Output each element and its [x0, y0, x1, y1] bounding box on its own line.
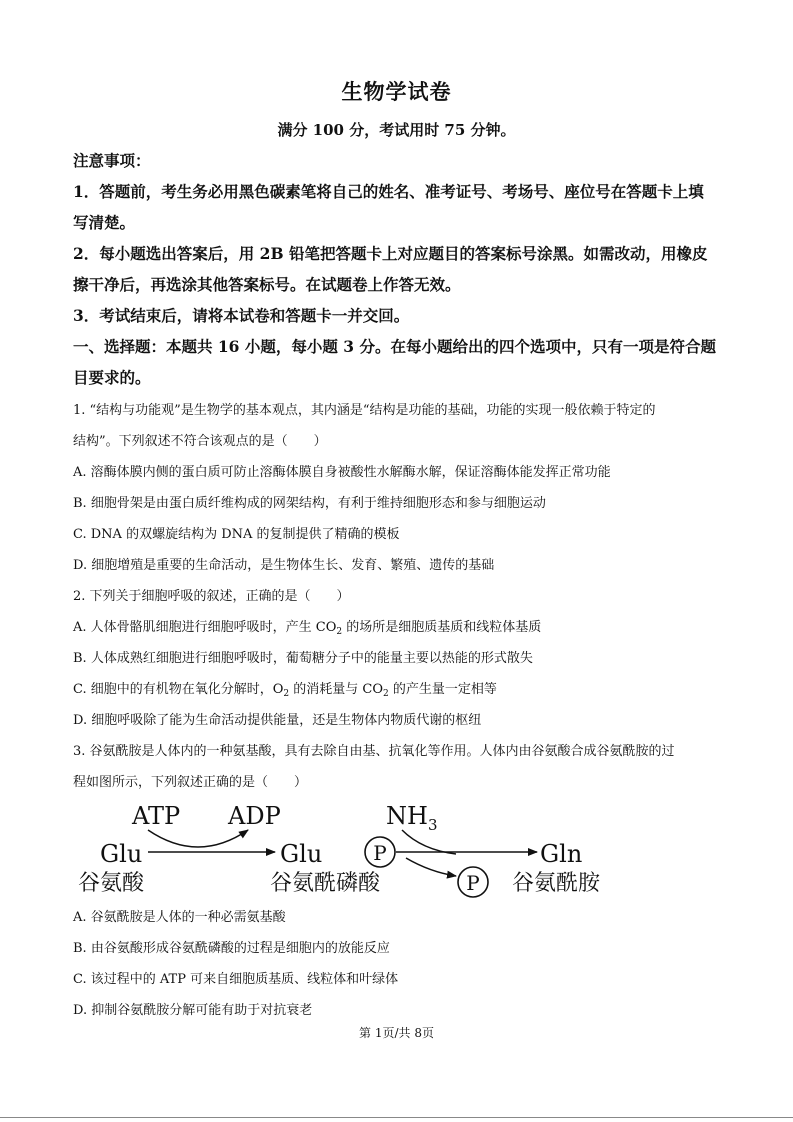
q3-stem-line-1: 3. 谷氨酰胺是人体内的一种氨基酸，具有去除自由基、抗氧化等作用。人体内由谷氨酸合成谷氨酰胺的过: [73, 744, 675, 759]
glu-label: Glu: [100, 840, 143, 868]
glutamine-synthesis-diagram: [70, 792, 630, 904]
q2-option-b: B. 人体成熟红细胞进行细胞呼吸时，葡萄糖分子中的能量主要以热能的形式散失: [73, 651, 533, 666]
glutamate-cn-label: 谷氨酸: [78, 871, 145, 896]
page-title: 生物学试卷: [341, 79, 452, 104]
notice-item-3: 3．考试结束后，请将本试卷和答题卡一并交回。: [73, 306, 410, 325]
q3-stem-line-2: 程如图所示，下列叙述正确的是（ ）: [73, 775, 308, 790]
phosphate-label-1: P: [373, 841, 387, 865]
q3-option-c: C. 该过程中的 ATP 可来自细胞质基质、线粒体和叶绿体: [73, 972, 399, 987]
q1-option-d: D. 细胞增殖是重要的生命活动，是生物体生长、发育、繁殖、遗传的基础: [73, 558, 495, 573]
q1-option-c: C. DNA 的双螺旋结构为 DNA 的复制提供了精确的模板: [73, 527, 400, 542]
page-number: 第 1页/共 8页: [359, 1026, 434, 1040]
notice-item-2-line-1: 2．每小题选出答案后，用 2B 铅笔把答题卡上对应题目的答案标号涂黑。如需改动，用橡皮: [73, 244, 708, 263]
notice-heading: 注意事项：: [73, 151, 151, 170]
exam-info: 满分 100 分，考试用时 75 分钟。: [277, 121, 516, 139]
notice-item-2-line-2: 擦干净后，再选涂其他答案标号。在试题卷上作答无效。: [73, 275, 461, 294]
section-heading-line-1: 一、选择题：本题共 16 小题，每小题 3 分。在每小题给出的四个选项中，只有一项是符合题: [73, 337, 716, 356]
q1-option-b: B. 细胞骨架是由蛋白质纤维构成的网架结构，有利于维持细胞形态和参与细胞运动: [73, 496, 546, 511]
question-3-options: [73, 902, 725, 1026]
q3-option-d: D. 抑制谷氨酰胺分解可能有助于对抗衰老: [73, 1003, 313, 1018]
q1-stem-line-2: 结构”。下列叙述不符合该观点的是（ ）: [73, 434, 327, 449]
arrow-phosphate-release: [406, 858, 456, 876]
q2-option-d: D. 细胞呼吸除了能为生命活动提供能量，还是生物体内物质代谢的枢纽: [73, 713, 482, 728]
notice-section: [73, 145, 725, 393]
notice-item-1-line-1: 1．答题前，考生务必用黑色碳素笔将自己的姓名、准考证号、考场号、座位号在答题卡上填: [73, 182, 704, 201]
notice-item-1-line-2: 写清楚。: [73, 213, 136, 232]
q2-option-a: A. 人体骨骼肌细胞进行细胞呼吸时，产生 $CO_2$ 的场所是细胞质基质和线粒体基质: [73, 620, 542, 637]
q3-option-b: B. 由谷氨酸形成谷氨酰磷酸的过程是细胞内的放能反应: [73, 941, 390, 956]
question-1: [73, 395, 725, 581]
atp-label: ATP: [132, 802, 181, 830]
nh3-label: $NH_3$: [386, 802, 438, 834]
phosphate-label-2: P: [466, 871, 480, 895]
bottom-divider: [0, 1117, 793, 1118]
q2-stem: 2. 下列关于细胞呼吸的叙述，正确的是（ ）: [73, 589, 350, 604]
adp-label: ADP: [228, 802, 281, 830]
q2-option-c: C. 细胞中的有机物在氧化分解时，$O_2$ 的消耗量与 $CO_2$ 的产生量一定相等: [73, 682, 497, 699]
question-3-stem: [73, 736, 725, 798]
section-heading-line-2: 目要求的。: [73, 368, 151, 387]
question-2: [73, 581, 725, 736]
arrow-atp-to-adp: [148, 830, 248, 847]
glutamyl-phosphate-cn-label: 谷氨酰磷酸: [270, 871, 381, 896]
gln-label: Gln: [540, 840, 583, 868]
q1-option-a: A. 溶酶体膜内侧的蛋白质可防止溶酶体膜自身被酸性水解酶水解，保证溶酶体能发挥正常功能: [73, 465, 611, 480]
glu-phosphate-label: Glu: [280, 840, 323, 868]
glutamine-cn-label: 谷氨酰胺: [512, 871, 601, 896]
q3-option-a: A. 谷氨酰胺是人体的一种必需氨基酸: [73, 910, 286, 925]
q1-stem-line-1: 1. “结构与功能观”是生物学的基本观点，其内涵是“结构是功能的基础，功能的实现一般依赖于特定的: [73, 403, 656, 418]
